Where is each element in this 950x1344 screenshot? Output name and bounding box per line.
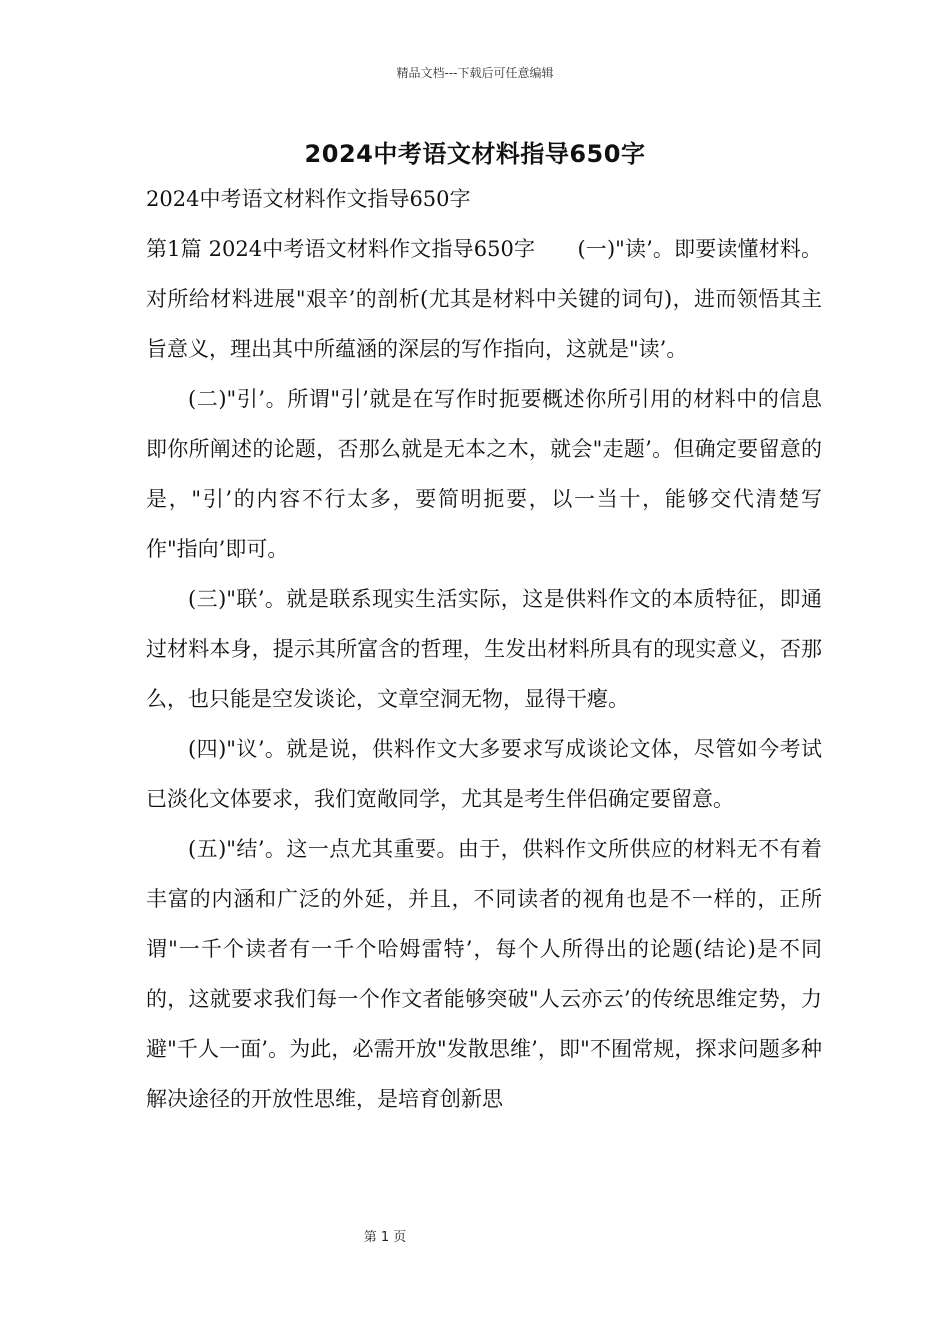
document-title: 2024中考语文材料指导650字 (304, 140, 646, 168)
header-note: 精品文档---下载后可任意编辑 (396, 66, 554, 80)
document-body (146, 224, 822, 1124)
page-number: 第 1 页 (363, 1230, 407, 1245)
paragraph-4: (四)"议’。就是说，供料作文大多要求写成谈论文体，尽管如今考试已淡化文体要求，我们宽敞同学，尤其是考生伴侣确定要留意。 (146, 737, 822, 811)
paragraph-2: (二)"引’。所谓"引’就是在写作时扼要概述你所引用的材料中的信息即你所阐述的论题，否那么就是无本之木，就会"走题’。但确定要留意的是，"引’的内容不行太多，要简明扼要，以一当十，能够交代清楚写作"指向’即可。 (146, 387, 822, 561)
paragraph-1: 第1篇 2024中考语文材料作文指导650字 (一)"读’。即要读懂材料。对所给材料进展"艰辛’的剖析(尤其是材料中关键的词句)，进而领悟其主旨意义，理出其中所蕴涵的深层的写作指向，这就是"读’。 (146, 237, 822, 361)
document-subtitle: 2024中考语文材料作文指导650字 (146, 187, 471, 211)
paragraph-3: (三)"联’。就是联系现实生活实际，这是供料作文的本质特征，即通过材料本身，提示其所富含的哲理，生发出材料所具有的现实意义，否那么，也只能是空发谈论，文章空洞无物，显得干瘪。 (146, 587, 822, 711)
paragraph-5: (五)"结’。这一点尤其重要。由于，供料作文所供应的材料无不有着丰富的内涵和广泛的外延，并且，不同读者的视角也是不一样的，正所谓"一千个读者有一千个哈姆雷特’，每个人所得出的论题(结论)是不同的，这就要求我们每一个作文者能够突破"人云亦云’的传统思维定势，力避"千人一面’。为此，必需开放"发散思维’，即"不囿常规，探求问题多种解决途径的开放性思维，是培育创新思 (146, 837, 822, 1111)
